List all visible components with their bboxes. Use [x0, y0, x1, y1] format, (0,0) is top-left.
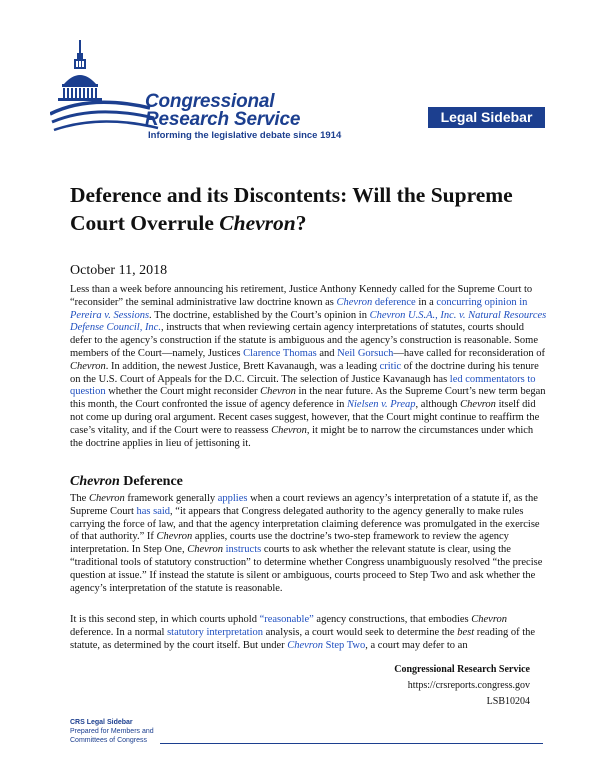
paragraph-chevron-framework: [70, 493, 548, 595]
link-critic[interactable]: critic: [379, 360, 402, 372]
link-instructs[interactable]: instructs: [225, 544, 262, 556]
italic-text: Chevron: [271, 424, 307, 436]
crs-tagline: Informing the legislative debate since 1914: [148, 130, 342, 141]
link-reasonable[interactable]: “reasonable”: [259, 614, 314, 625]
link-applies[interactable]: applies: [217, 493, 248, 504]
text: when a court reviews an agency’s interpretation of a statute if, as the Supreme Court: [70, 493, 538, 517]
text: courts to ask whether the relevant statute is clear, using the “traditional tools of statutory construction” to determine whether Congress unambiguously resolved “the precise question at issue.” If instead the statute is silent or ambiguous, courts proceed to Step Two and ask whether the agency’s interpretation of the statute is reasonable.: [70, 544, 543, 594]
title-end: ?: [295, 211, 307, 235]
text: . The doctrine, established by the Court’s opinion in: [149, 309, 370, 321]
italic-text: Chevron: [260, 386, 296, 398]
link-nielsen-v-preap[interactable]: Nielsen v. Preap: [347, 399, 416, 411]
text: . In addition, the newest Justice, Brett Kavanaugh, was a leading: [105, 360, 380, 372]
footer-series-label: [70, 718, 154, 745]
text: and: [316, 347, 338, 359]
legal-sidebar-badge: Legal Sidebar: [428, 107, 545, 128]
section-heading-text: Deference: [119, 474, 183, 489]
italic-text: Chevron: [156, 531, 193, 543]
link-statutory-interpretation[interactable]: statutory interpretation: [167, 626, 264, 638]
text: of the doctrine during his tenure on the U.S. Court of Appeals for the D.C. Circuit. The selection of Justice Kavanaugh has: [70, 360, 539, 385]
footer-series-title: CRS Legal Sidebar: [70, 719, 133, 726]
footer-series-line2: Prepared for Members and: [70, 728, 154, 735]
paragraph-step-two: [70, 614, 548, 652]
section-heading-chevron-deference: [70, 474, 183, 490]
text: , “it appears that Congress delegated authority to the agency generally to make rules carrying the force of law, and that the agency interpretation claiming deference was promulgated in the exercise of that authority.” If: [70, 505, 540, 543]
italic-text: Chevron: [187, 544, 223, 556]
italic-text: Chevron: [460, 399, 496, 411]
title-italic: Chevron: [219, 211, 296, 235]
text: , a court may defer to an: [365, 639, 468, 651]
italic-text: Chevron: [88, 493, 125, 504]
italic-text: Chevron: [471, 614, 508, 625]
text: It is this second step, in which courts uphold: [70, 614, 260, 625]
paragraph-intro: [70, 284, 548, 450]
crs-wordmark-line1: Congressional: [145, 91, 275, 112]
footer-publisher: [394, 662, 530, 710]
crs-wordmark-line2: Research Service: [145, 109, 301, 130]
crs-wordmark: [145, 93, 300, 129]
text: applies, courts use the doctrine’s two-step framework to review the agency interpretation. In Step One,: [70, 531, 509, 556]
publication-date: October 11, 2018: [70, 263, 168, 278]
link-chevron-deference[interactable]: Chevron: [336, 296, 373, 308]
text: in the near future. As the Supreme Court’s new term began this month, the Court confronted the issue of agency deference in: [70, 386, 546, 411]
link-concurring-opinion[interactable]: concurring opinion in: [436, 296, 528, 308]
link-chevron-v-nrdc[interactable]: Chevron U.S.A., Inc. v. Natural Resources Defense Council, Inc.: [70, 309, 547, 334]
text: itself did not come up during oral argument. Recent cases suggest, however, that the Court might continue to reaffirm the case’s vitality, and if the Court were to reassess: [70, 399, 540, 436]
link-chevron-deference-rest[interactable]: deference: [372, 296, 416, 308]
link-led-commentators[interactable]: led commentators to question: [70, 373, 536, 398]
text: deference. In a normal: [70, 626, 168, 638]
text: agency constructions, that embodies: [313, 614, 472, 625]
title-text: Deference and its Discontents: Will the Supreme Court Overrule: [70, 183, 513, 235]
section-heading-italic: Chevron: [70, 474, 120, 489]
footer-divider: [160, 743, 543, 744]
footer-report-id: LSB10204: [486, 696, 530, 707]
text: The: [70, 493, 89, 504]
link-chevron-step-two[interactable]: Chevron: [287, 639, 324, 651]
text: framework generally: [124, 493, 218, 504]
text: in a: [415, 296, 437, 308]
footer-series-line3: Committees of Congress: [70, 737, 148, 744]
capitol-dome-logo-icon: [50, 40, 160, 148]
text: , instructs that when reviewing certain agency interpretations of statutes, courts should defer to the agency’s construction if the statute is ambiguous and the agency’s construction is reasonable. Some members of the Court—namely, Justices: [70, 322, 538, 359]
link-pereira-v-sessions[interactable]: Pereira v. Sessions: [70, 309, 150, 321]
footer-url[interactable]: https://crsreports.congress.gov: [407, 680, 530, 691]
link-has-said[interactable]: has said: [136, 505, 171, 517]
document-title: [70, 181, 540, 237]
italic-text: Chevron: [70, 360, 106, 372]
footer-org-name: Congressional Research Service: [394, 664, 530, 675]
link-neil-gorsuch[interactable]: Neil Gorsuch: [337, 347, 394, 359]
text: whether the Court might reconsider: [105, 386, 261, 398]
text: —have called for reconsideration of: [393, 347, 546, 359]
text: , although: [415, 399, 461, 411]
italic-text: best: [457, 626, 475, 638]
text: , it might be to narrow the circumstances under which the doctrine applies in lieu of jettisoning it.: [70, 424, 534, 449]
text: analysis, a court would seek to determine the: [263, 626, 458, 638]
text: reading of the statute, as determined by the court itself. But under: [70, 626, 536, 651]
link-chevron-step-two-rest[interactable]: Step Two: [323, 639, 366, 651]
text: Less than a week before announcing his retirement, Justice Anthony Kennedy called for the Supreme Court to “reconsider” the seminal administrative law doctrine known as: [70, 284, 533, 308]
link-clarence-thomas[interactable]: Clarence Thomas: [243, 347, 317, 359]
